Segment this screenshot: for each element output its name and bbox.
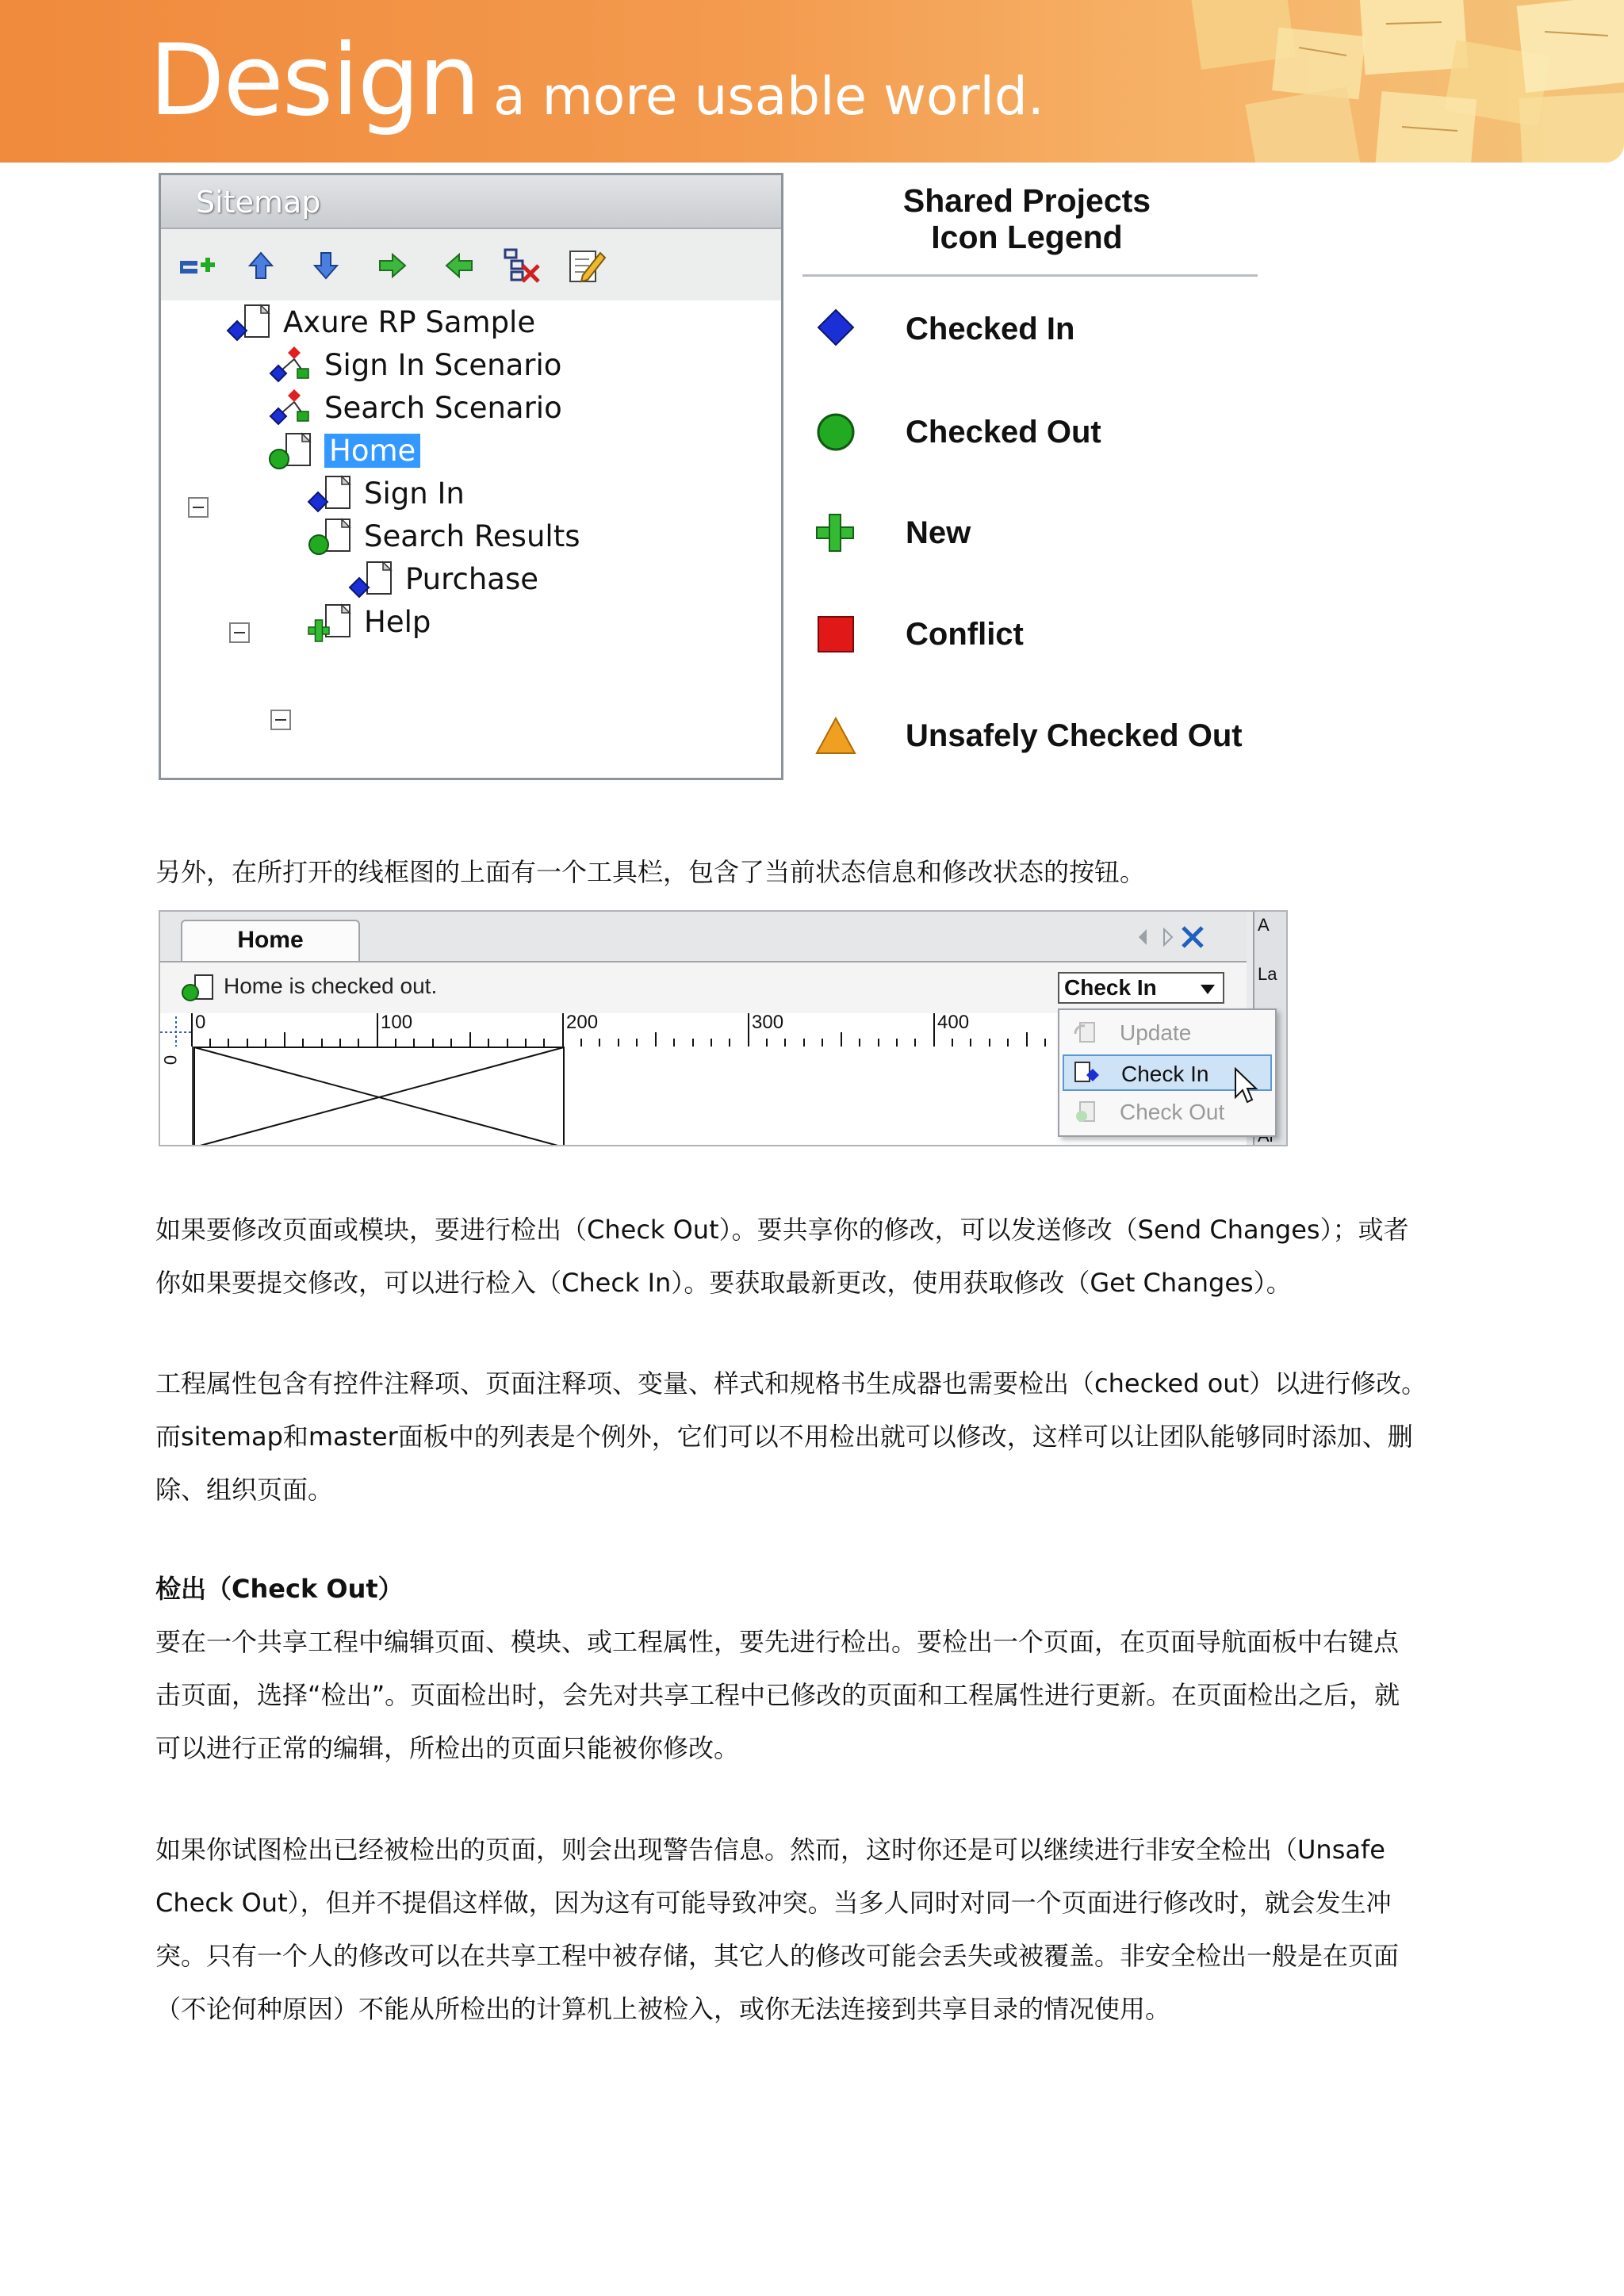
tree-item-label: Sign In Scenario (324, 347, 562, 382)
flow-checked-in-icon (266, 386, 318, 429)
scroll-left-icon (1139, 929, 1147, 945)
menu-item-update[interactable] (1063, 1015, 1272, 1051)
paragraph-project-properties (155, 1357, 1496, 1517)
tab-bar (160, 912, 1247, 961)
text-line: 工程属性包含有控件注释项、页面注释项、变量、样式和规格书生成器也需要检出（checked out）以进行修改。 (155, 1368, 1427, 1399)
tree-item-search-scenario[interactable] (266, 386, 562, 429)
text-line: 除、组织页面。 (155, 1475, 334, 1505)
tree-item-home[interactable] (266, 429, 420, 472)
brand-tagline: a more usable world. (493, 66, 1044, 127)
text-line: 而sitemap和master面板中的列表是个例外，它们可以不用检出就可以修改，这样可以让团队能够同时添加、删 (155, 1422, 1413, 1452)
menu-item-check-out[interactable] (1063, 1094, 1272, 1131)
check-out-icon (1072, 1099, 1101, 1126)
legend-divider (802, 274, 1258, 277)
text-line: 突。只有一个人的修改可以在共享工程中被存储，其它人的修改可能会丢失或被覆盖。非安全检出一般是在页面 (155, 1941, 1400, 1971)
paragraph-check-commands (155, 1203, 1496, 1310)
sitemap-title: Sitemap (196, 185, 321, 220)
tree-item-sign-in-scenario[interactable] (266, 343, 561, 386)
tree-item-label: Axure RP Sample (283, 304, 536, 339)
menu-item-label: Check In (1121, 1062, 1209, 1086)
paragraph-toolbar-intro: 另外，在所打开的线框图的上面有一个工具栏，包含了当前状态信息和修改状态的按钮。 (155, 857, 1146, 887)
check-action-value: Check In (1064, 975, 1157, 1000)
edit-icon[interactable] (565, 247, 607, 285)
status-bar (160, 961, 1247, 1015)
add-page-icon[interactable] (177, 247, 218, 285)
text-line: 可以进行正常的编辑，所检出的页面只能被你修改。 (155, 1733, 740, 1763)
collapse-toggle[interactable] (270, 710, 291, 730)
tree-item-label: Sign In (364, 476, 465, 511)
sitemap-toolbar (161, 229, 781, 300)
paragraph-unsafe-check-out (155, 1823, 1496, 2036)
green-plus-icon (812, 509, 860, 557)
new-page-icon (305, 600, 358, 643)
legend-title-line: Icon Legend (931, 219, 1123, 255)
text-line: 如果你试图检出已经被检出的页面，则会出现警告信息。然而，这时你还是可以继续进行非安全检出（Unsafe (155, 1835, 1385, 1865)
legend-item-new (812, 509, 971, 557)
brand-word: Design (149, 24, 480, 138)
outdent-icon[interactable] (439, 247, 480, 285)
legend-label: Unsafely Checked Out (906, 718, 1243, 753)
paragraph-check-out-howto (155, 1616, 1496, 1775)
tree-item-label: Purchase (405, 561, 539, 596)
tree-item-help[interactable] (305, 600, 431, 643)
delete-icon[interactable] (500, 247, 542, 285)
legend-item-checked-out (812, 408, 1101, 456)
tree-item-label: Search Scenario (324, 390, 562, 425)
vertical-ruler-label: 0 (160, 1054, 181, 1066)
legend-item-checked-in (812, 305, 1074, 353)
legend-title (801, 182, 1253, 255)
text-line: Check Out），但并不提倡这样做，因为这有可能导致冲突。当多人同时对同一个页面进行修改时，就会发生冲 (155, 1888, 1392, 1918)
checked-in-page-icon (224, 300, 277, 343)
collapse-toggle[interactable] (229, 622, 250, 643)
sitemap-panel (159, 173, 783, 780)
sticky-notes-decoration (1180, 0, 1624, 163)
panel-fragment: La (1258, 964, 1277, 984)
tree-item-purchase[interactable] (347, 557, 538, 600)
collapse-toggle[interactable] (188, 497, 209, 518)
checked-out-page-icon (179, 972, 219, 1004)
move-down-icon[interactable] (305, 247, 347, 285)
blue-diamond-icon (812, 305, 860, 353)
legend-item-conflict (812, 610, 1024, 658)
tree-item-sign-in[interactable] (305, 472, 465, 515)
red-square-icon (812, 610, 860, 658)
legend-label: Conflict (906, 616, 1024, 652)
legend-label: Checked In (906, 311, 1075, 346)
ruler-label: 200 (566, 1012, 599, 1033)
update-icon (1072, 1020, 1101, 1047)
section-heading-check-out: 检出（Check Out） (155, 1574, 404, 1604)
text-line: 你如果要提交修改，可以进行检入（Check In）。要获取最新更改，使用获取修改（Get Changes）。 (155, 1268, 1292, 1298)
checked-out-page-icon (305, 515, 358, 557)
text-line: 如果要修改页面或模块，要进行检出（Check Out）。要共享你的修改，可以发送修改（Send Changes）；或者 (155, 1215, 1409, 1245)
sitemap-titlebar (161, 175, 781, 229)
legend-item-unsafely-checked-out (812, 712, 1243, 760)
flow-checked-in-icon (266, 343, 318, 386)
tab-home[interactable]: Home (181, 920, 360, 961)
text-line: （不论何种原因）不能从所检出的计算机上被检入，或你无法连接到共享目录的情况使用。 (155, 1994, 1171, 2024)
check-action-select[interactable] (1058, 972, 1224, 1004)
chevron-down-icon (1201, 985, 1215, 994)
text-line: 击页面，选择“检出”。页面检出时，会先对共享工程中已修改的页面和工程属性进行更新。在页面检出之后，就 (155, 1680, 1400, 1710)
ruler-label: 100 (381, 1012, 413, 1033)
legend-title-line: Shared Projects (902, 182, 1151, 219)
text-line: 要在一个共享工程中编辑页面、模块、或工程属性，要先进行检出。要检出一个页面，在页面导航面板中右键点 (155, 1627, 1400, 1657)
menu-item-label: Update (1120, 1020, 1192, 1045)
tab-nav-controls (1129, 923, 1208, 951)
ruler-label: 400 (937, 1012, 970, 1033)
ruler-label: 300 (752, 1012, 784, 1033)
checked-in-page-icon (347, 557, 399, 600)
check-in-icon (1072, 1059, 1101, 1086)
panel-fragment: A (1258, 915, 1270, 935)
move-up-icon[interactable] (240, 247, 282, 285)
menu-item-check-in[interactable] (1063, 1054, 1272, 1091)
menu-item-label: Check Out (1120, 1100, 1225, 1124)
scroll-right-icon (1164, 929, 1172, 945)
status-message: Home is checked out. (224, 974, 438, 998)
ruler-label: 0 (195, 1012, 206, 1033)
indent-icon[interactable] (372, 247, 413, 285)
tree-item-label: Home (324, 434, 420, 468)
check-action-dropdown (1058, 1008, 1277, 1137)
legend-label: Checked Out (906, 414, 1101, 450)
brand-text (149, 24, 1044, 138)
checked-in-page-icon (305, 472, 358, 515)
tree-item-axure-rp-sample[interactable] (224, 300, 535, 343)
green-circle-icon (812, 408, 860, 456)
tree-item-label: Help (364, 604, 431, 639)
orange-triangle-icon (812, 712, 860, 760)
tree-item-label: Search Results (364, 519, 580, 553)
vertical-ruler (160, 1047, 193, 1146)
image-placeholder-widget[interactable] (193, 1047, 566, 1146)
legend-label: New (906, 515, 971, 550)
tree-item-search-results[interactable] (305, 515, 580, 557)
checked-out-page-icon (266, 429, 318, 472)
header-banner (0, 0, 1624, 163)
